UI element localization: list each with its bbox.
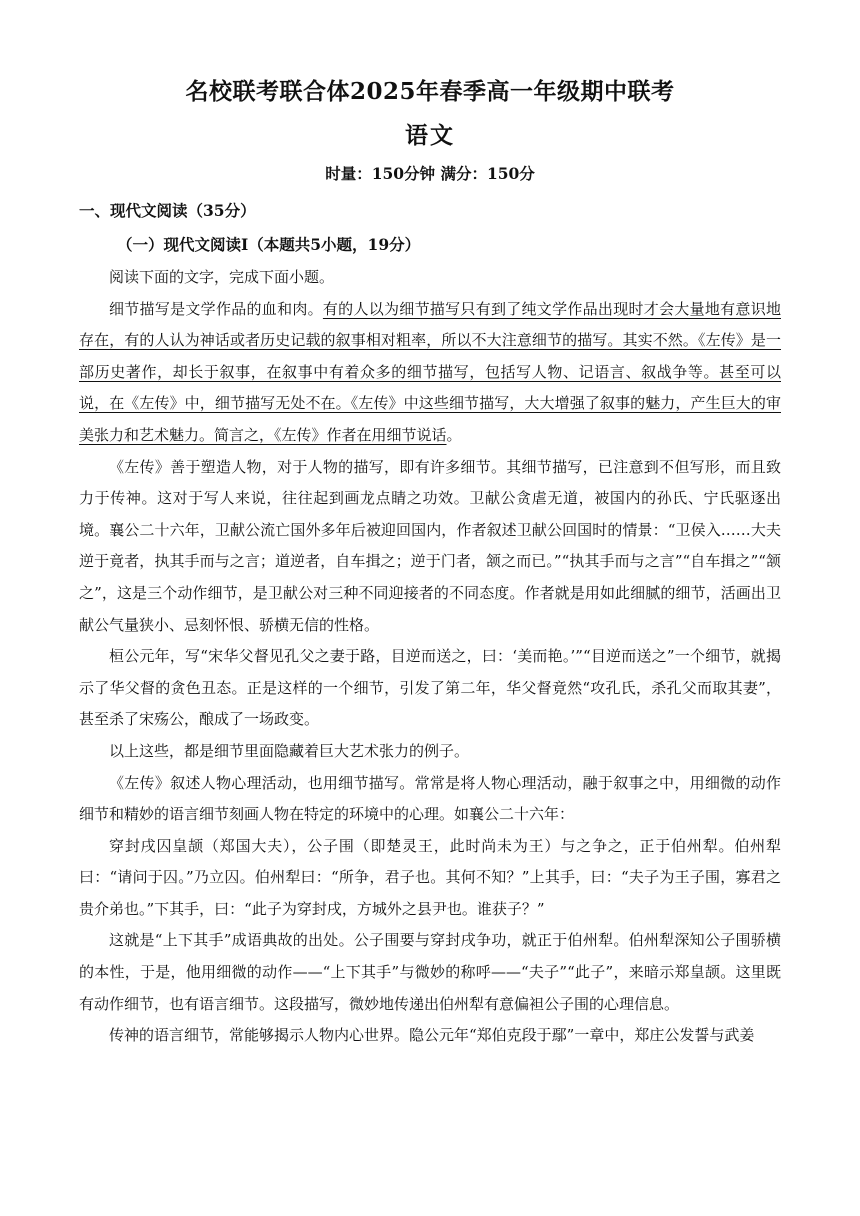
paragraph-8: 传神的语言细节，常能够揭示人物内心世界。隐公元年“郑伯克段于鄢”一章中，郑庄公发誓与武姜 — [109, 1026, 755, 1045]
paragraph-7: 这就是“上下其手”成语典故的出处。公子围要与穿封戌争功，就正于伯州犁。伯州犁深知公子围骄横的本性，于是，他用细微的动作——“上下其手”与微妙的称呼——“夫子”“此子”，来暗示郑皇颉。这里既有动作细节，也有语言细节。这段描写，微妙地传递出伯州犁有意偏袒公子围的心理信息。 — [79, 931, 781, 1013]
paragraph-3: 桓公元年，写“宋华父督见孔父之妻于路，目逆而送之，曰：‘美而艳。’”“目逆而送之”一个细节，就揭示了华父督的贪色丑态。正是这样的一个细节，引发了第二年，华父督竟然“攻孔氏，杀孔父而取其妻”，甚至杀了宋殇公，酿成了一场政变。 — [79, 647, 781, 729]
exam-meta: 时量：150分钟 满分：150分 — [325, 164, 535, 183]
paragraph-4: 以上这些，都是细节里面隐藏着巨大艺术张力的例子。 — [109, 741, 470, 760]
exam-title: 名校联考联合体2025年春季高一年级期中联考 — [185, 78, 675, 105]
subject-title: 语文 — [405, 122, 455, 149]
paragraph-1 — [79, 294, 781, 452]
paragraph-5: 《左传》叙述人物心理活动，也用细节描写。常常是将人物心理活动，融于叙事之中，用细微的动作细节和精妙的语言细节刻画人物在特定的环境中的心理。如襄公二十六年： — [79, 773, 781, 824]
paragraph-1-end: 。 — [446, 425, 462, 444]
passage-body — [79, 262, 781, 1052]
underlined-passage: 有的人以为细节描写只有到了纯文学作品出现时才会大量地有意识地存在，有的人认为神话或者历史记载的叙事相对粗率，所以不大注意细节的描写。其实不然。《左传》是一部历史著作，却长于叙事，在叙事中有着众多的细节描写，包括写人物、记语言、叙战争等。甚至可以说，在《左传》中，细节描写无处不在。《左传》中这些细节描写，大大增强了叙事的魅力，产生巨大的审美张力和艺术魅力。简言之，《左传》作者在用细节说话 — [79, 299, 781, 444]
paragraph-2: 《左传》善于塑造人物，对于人物的描写，即有许多细节。其细节描写，已注意到不但写形，而且致力于传神。这对于写人来说，往往起到画龙点睛之功效。卫献公贪虐无道，被国内的孙氏、宁氏驱逐出境。襄公二十六年，卫献公流亡国外多年后被迎回国内，作者叙述卫献公回国时的情景：“卫侯入……大夫逆于竟者，执其手而与之言；道逆者，自车揖之；逆于门者，颔之而已。”“执其手而与之言”“自车揖之”“颔之”，这是三个动作细节，是卫献公对三种不同迎接者的不同态度。作者就是用如此细腻的细节，活画出卫献公气量狭小、忌刻怀恨、骄横无信的性格。 — [79, 457, 781, 634]
section-heading: 一、现代文阅读（35分） — [79, 201, 256, 220]
instruction-text: 阅读下面的文字，完成下面小题。 — [109, 268, 335, 286]
sub-section-heading: （一）现代文阅读Ⅰ（本题共5小题，19分） — [117, 235, 421, 254]
paragraph-1-lead: 细节描写是文学作品的血和肉。 — [109, 299, 323, 318]
paragraph-6: 穿封戌囚皇颉（郑国大夫），公子围（即楚灵王，此时尚未为王）与之争之，正于伯州犁。伯州犁曰：“请问于囚。”乃立囚。伯州犁曰：“所争，君子也。其何不知？”上其手，曰：“夫子为王子围，寡君之贵介弟也。”下其手，曰：“此子为穿封戌，方城外之县尹也。谁获子？” — [79, 836, 781, 918]
